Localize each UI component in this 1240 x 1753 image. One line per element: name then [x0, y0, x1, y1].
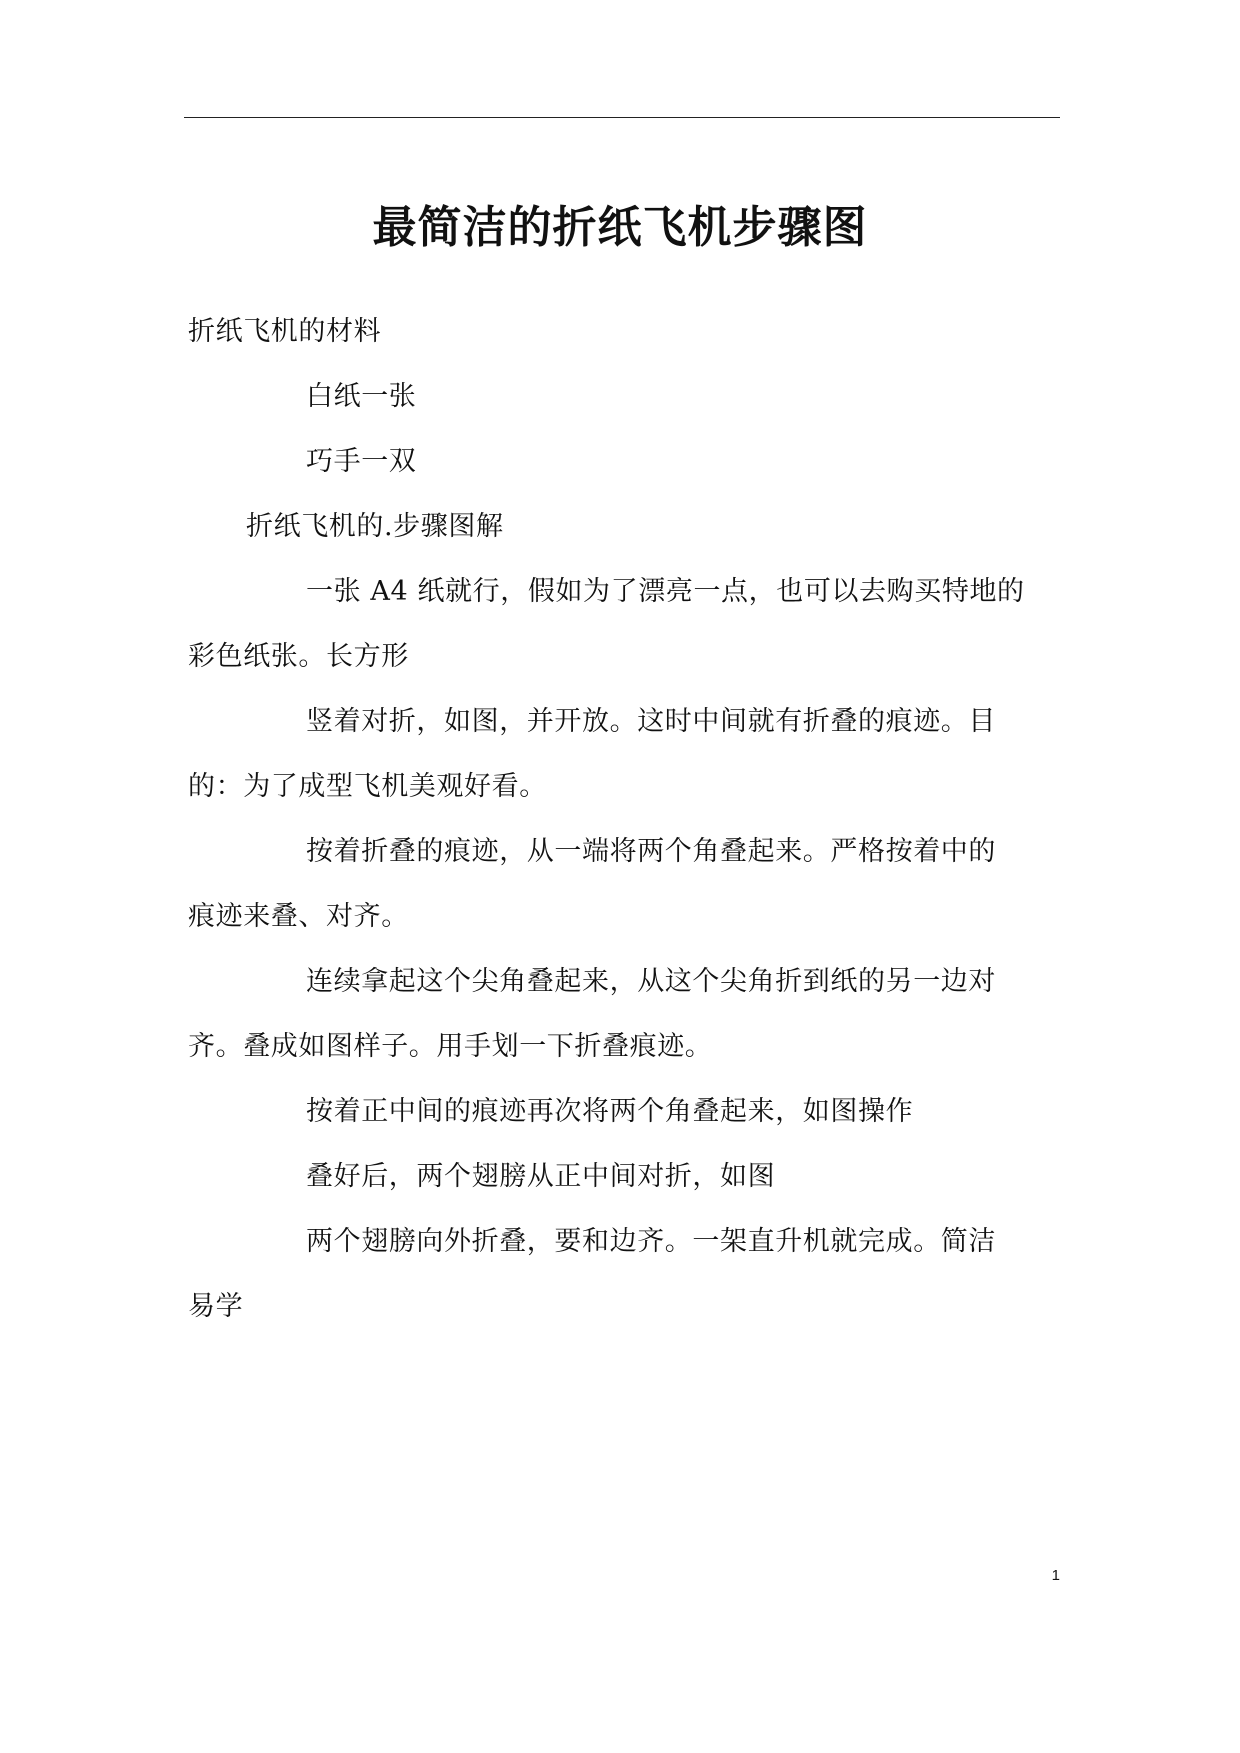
step3-line1: 按着折叠的痕迹，从一端将两个角叠起来。严格按着中的 — [306, 836, 996, 867]
step6-text: 叠好后，两个翅膀从正中间对折，如图 — [306, 1161, 776, 1192]
step1-line2: 彩色纸张。长方形 — [188, 641, 409, 672]
step2-line2: 的：为了成型飞机美观好看。 — [188, 771, 547, 802]
material-paper: 白纸一张 — [306, 381, 417, 412]
step4-line2: 齐。叠成如图样子。用手划一下折叠痕迹。 — [188, 1031, 713, 1062]
page-number: 1 — [1051, 1567, 1060, 1584]
header-rule — [184, 117, 1060, 118]
step3-line2: 痕迹来叠、对齐。 — [188, 901, 409, 932]
materials-heading: 折纸飞机的材料 — [188, 316, 382, 347]
step7-line1: 两个翅膀向外折叠，要和边齐。一架直升机就完成。简洁 — [306, 1226, 996, 1257]
steps-heading: 折纸飞机的.步骤图解 — [246, 511, 504, 542]
material-hands: 巧手一双 — [306, 446, 417, 477]
step5-text: 按着正中间的痕迹再次将两个角叠起来，如图操作 — [306, 1096, 914, 1127]
step4-line1: 连续拿起这个尖角叠起来，从这个尖角折到纸的另一边对 — [306, 966, 996, 997]
step2-line1: 竖着对折，如图，并开放。这时中间就有折叠的痕迹。目 — [306, 706, 996, 737]
document-title: 最简洁的折纸飞机步骤图 — [372, 202, 868, 253]
step7-line2: 易学 — [188, 1291, 244, 1322]
step1-line1: 一张 A4 纸就行，假如为了漂亮一点，也可以去购买特地的 — [306, 576, 1025, 607]
